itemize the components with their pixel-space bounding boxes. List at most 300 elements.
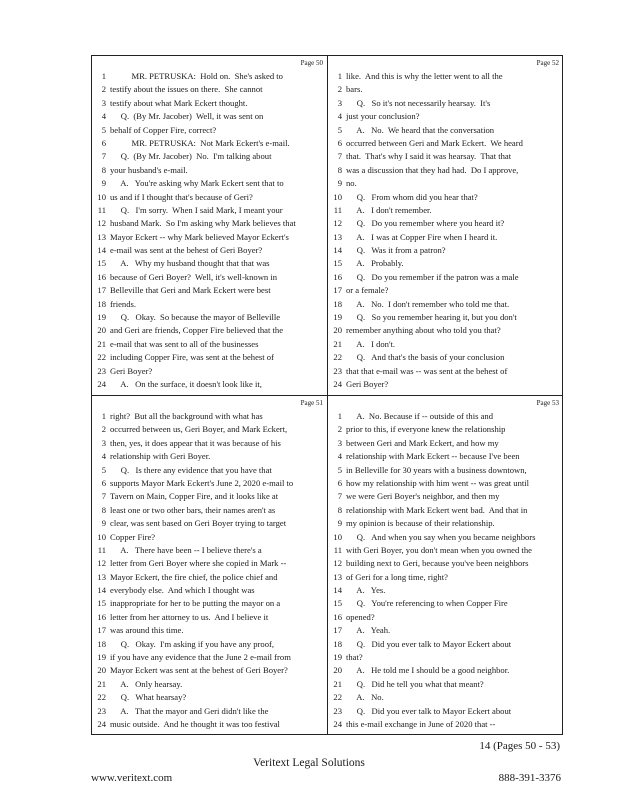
line-number: 7 (337, 491, 342, 502)
line-text: occurred between us, Geri Boyer, and Mark Eckert, (110, 424, 288, 435)
line-number: 20 (333, 665, 342, 676)
line-number: 12 (333, 558, 342, 569)
line-number: 5 (337, 124, 342, 135)
transcript-line (95, 423, 325, 436)
line-number: 2 (101, 424, 106, 435)
transcript-line (331, 311, 561, 324)
line-text: or a female? (346, 285, 389, 296)
transcript-line (95, 257, 325, 270)
transcript-line (95, 365, 325, 378)
line-text: Q. So it's not necessarily hearsay. It's (346, 97, 491, 108)
transcript-line (331, 464, 561, 477)
line-number: 14 (333, 585, 342, 596)
line-text: letter from Geri Boyer where she copied in Mark -- (110, 558, 287, 569)
transcript-line (95, 164, 325, 177)
line-number: 22 (333, 352, 342, 363)
line-number: 21 (97, 678, 106, 689)
transcript-line (331, 557, 561, 570)
transcript-line (331, 244, 561, 257)
line-text: MR. PETRUSKA: Hold on. She's asked to (110, 71, 283, 81)
transcript-line (331, 191, 561, 204)
line-number: 2 (337, 424, 342, 435)
line-text: e-mail was sent at the behest of Geri Boyer? (110, 245, 263, 256)
line-text: no. (346, 178, 357, 189)
line-text: Tavern on Main, Copper Fire, and it looks like at (110, 491, 279, 502)
line-text: Q. Was it from a patron? (346, 245, 446, 256)
line-number: 16 (333, 271, 342, 282)
transcript-line (331, 678, 561, 691)
transcript-line (95, 624, 325, 637)
line-number: 21 (97, 338, 106, 349)
horizontal-divider (92, 395, 562, 396)
transcript-lines (95, 70, 325, 391)
line-number: 15 (97, 598, 106, 609)
line-text: friends. (110, 298, 137, 309)
line-text: your husband's e-mail. (110, 164, 188, 175)
transcript-line (331, 204, 561, 217)
transcript-line (95, 70, 325, 83)
line-text: Q. I'm sorry. When I said Mark, I meant your (110, 204, 283, 215)
line-text: Q. Okay. I'm asking if you have any proof, (110, 638, 274, 649)
line-number: 10 (97, 191, 106, 202)
line-text: my opinion is because of their relationship. (346, 518, 495, 529)
line-number: 4 (337, 451, 342, 462)
transcript-line (331, 324, 561, 337)
line-number: 1 (337, 71, 342, 81)
line-number: 7 (101, 151, 106, 162)
transcript-line (331, 718, 561, 731)
line-number: 16 (97, 611, 106, 622)
transcript-line (331, 164, 561, 177)
line-number: 10 (333, 191, 342, 202)
line-text: Copper Fire? (110, 531, 156, 542)
line-number: 17 (97, 285, 106, 296)
transcript-line (331, 490, 561, 503)
line-text: Q. Do you remember if the patron was a male (346, 271, 519, 282)
line-number: 11 (333, 544, 342, 555)
transcript-line (95, 531, 325, 544)
line-text: A. There have been -- I believe there's a (110, 544, 262, 555)
line-text: Q. Okay. So because the mayor of Belleville (110, 312, 281, 323)
line-text: A. No. We heard that the conversation (346, 124, 495, 135)
line-number: 11 (97, 544, 106, 555)
line-number: 9 (337, 518, 342, 529)
transcript-line (331, 691, 561, 704)
transcript-line (95, 244, 325, 257)
line-text: A. On the surface, it doesn't look like it, (110, 378, 262, 389)
line-text: e-mail that was sent to all of the businesses (110, 338, 259, 349)
line-text: A. Yeah. (346, 625, 391, 636)
line-number: 10 (97, 531, 106, 542)
line-number: 12 (97, 558, 106, 569)
line-number: 19 (333, 652, 342, 663)
line-text: Q. What hearsay? (110, 692, 187, 703)
transcript-line (95, 298, 325, 311)
line-number: 11 (97, 204, 106, 215)
line-text: relationship with Geri Boyer. (110, 451, 211, 462)
transcript-line (95, 477, 325, 490)
line-number: 15 (333, 598, 342, 609)
transcript-line (95, 284, 325, 297)
line-number: 16 (97, 271, 106, 282)
line-number: 6 (337, 477, 342, 488)
line-number: 18 (97, 298, 106, 309)
line-text: with Geri Boyer, you don't mean when you owned the (346, 544, 532, 555)
transcript-line (95, 718, 325, 731)
line-number: 24 (97, 378, 106, 389)
transcript-line (95, 517, 325, 530)
line-number: 2 (101, 84, 106, 95)
line-text: was a discussion that they had had. Do I approve, (346, 164, 519, 175)
page-number-label: Page 53 (536, 399, 559, 407)
transcript-line (95, 137, 325, 150)
transcript-line (331, 217, 561, 230)
transcript-line (331, 477, 561, 490)
line-number: 9 (337, 178, 342, 189)
line-number: 19 (333, 312, 342, 323)
line-number: 8 (337, 504, 342, 515)
transcript-lines (95, 410, 325, 731)
line-text: how my relationship with him went -- was great until (346, 477, 530, 488)
line-text: right? But all the background with what has (110, 411, 263, 421)
transcript-page-53 (328, 396, 563, 735)
line-number: 6 (337, 137, 342, 148)
transcript-line (331, 597, 561, 610)
transcript-line (95, 664, 325, 677)
line-text: clear, was sent based on Geri Boyer trying to target (110, 518, 287, 529)
line-number: 21 (333, 678, 342, 689)
transcript-line (331, 284, 561, 297)
line-number: 24 (97, 718, 106, 729)
transcript-line (95, 557, 325, 570)
line-number: 17 (333, 285, 342, 296)
transcript-page-51 (92, 396, 327, 735)
line-text: A. No. (346, 692, 384, 703)
line-text: if you have any evidence that the June 2 e-mail from (110, 652, 291, 663)
line-number: 18 (333, 298, 342, 309)
line-text: A. He told me I should be a good neighbor. (346, 665, 510, 676)
line-text: A. You're asking why Mark Eckert sent that to (110, 178, 284, 189)
line-text: A. Probably. (346, 258, 404, 269)
transcript-line (95, 97, 325, 110)
transcript-line (331, 437, 561, 450)
transcript-line (331, 611, 561, 624)
line-text: opened? (346, 611, 375, 622)
line-text: Mayor Eckert -- why Mark believed Mayor Eckert's (110, 231, 289, 242)
transcript-line (331, 423, 561, 436)
line-number: 24 (333, 378, 342, 389)
transcript-line (331, 271, 561, 284)
line-text: including Copper Fire, was sent at the behest of (110, 352, 274, 363)
line-text: A. Why my husband thought that that was (110, 258, 270, 269)
line-text: bars. (346, 84, 363, 95)
transcript-line (95, 177, 325, 190)
line-number: 3 (337, 437, 342, 448)
transcript-line (331, 137, 561, 150)
line-text: A. I was at Copper Fire when I heard it. (346, 231, 498, 242)
transcript-line (95, 204, 325, 217)
line-number: 5 (101, 464, 106, 475)
transcript-line (95, 597, 325, 610)
transcript-line (95, 110, 325, 123)
transcript-line (95, 450, 325, 463)
line-number: 12 (97, 218, 106, 229)
line-number: 14 (333, 245, 342, 256)
line-number: 17 (333, 625, 342, 636)
line-text: Q. Did you ever talk to Mayor Eckert about (346, 705, 512, 716)
line-number: 7 (101, 491, 106, 502)
line-number: 13 (97, 571, 106, 582)
transcript-line (331, 584, 561, 597)
line-number: 22 (97, 692, 106, 703)
line-text: Q. And when you say when you became neighbors (346, 531, 536, 542)
line-text: Q. (By Mr. Jacober) No. I'm talking about (110, 151, 272, 162)
transcript-line (331, 544, 561, 557)
transcript-line (95, 271, 325, 284)
line-text: A. I don't remember. (346, 204, 432, 215)
line-text: in Belleville for 30 years with a business downtown, (346, 464, 527, 475)
transcript-line (95, 584, 325, 597)
line-text: and Geri are friends, Copper Fire believed that the (110, 325, 284, 336)
line-text: A. No. I don't remember who told me that. (346, 298, 510, 309)
line-number: 6 (101, 137, 106, 148)
line-text: husband Mark. So I'm asking why Mark believes that (110, 218, 296, 229)
line-text: least one or two other bars, their names aren't as (110, 504, 276, 515)
line-number: 16 (333, 611, 342, 622)
line-text: Q. So you remember hearing it, but you don't (346, 312, 517, 323)
line-number: 13 (333, 571, 342, 582)
line-number: 24 (333, 718, 342, 729)
line-number: 18 (333, 638, 342, 649)
transcript-line (331, 150, 561, 163)
line-number: 13 (333, 231, 342, 242)
line-text: Mayor Eckert, the fire chief, the police chief and (110, 571, 278, 582)
transcript-line (331, 231, 561, 244)
transcript-line (95, 324, 325, 337)
transcript-line (95, 611, 325, 624)
line-number: 22 (333, 692, 342, 703)
line-number: 15 (333, 258, 342, 269)
transcript-line (95, 638, 325, 651)
transcript-frame (91, 55, 563, 735)
line-text: between Geri and Mark Eckert, and how my (346, 437, 499, 448)
line-number: 8 (101, 164, 106, 175)
page-number-label: Page 52 (536, 59, 559, 67)
line-number: 9 (101, 518, 106, 529)
line-text: Q. From whom did you hear that? (346, 191, 478, 202)
page-range-label: 14 (Pages 50 - 53) (479, 740, 560, 752)
transcript-line (331, 571, 561, 584)
transcript-line (331, 83, 561, 96)
line-text: was around this time. (110, 625, 184, 636)
line-number: 8 (101, 504, 106, 515)
transcript-line (95, 351, 325, 364)
transcript-line (95, 464, 325, 477)
line-text: prior to this, if everyone knew the relationship (346, 424, 506, 435)
line-number: 7 (337, 151, 342, 162)
line-number: 12 (333, 218, 342, 229)
transcript-line (331, 365, 561, 378)
transcript-line (331, 97, 561, 110)
line-text: Q. (By Mr. Jacober) Well, it was sent on (110, 111, 264, 122)
line-text: relationship with Mark Eckert -- because I've been (346, 451, 520, 462)
line-text: letter from her attorney to us. And I believe it (110, 611, 269, 622)
transcript-line (95, 410, 325, 423)
transcript-lines (331, 410, 561, 731)
transcript-line (331, 531, 561, 544)
line-text: Geri Boyer? (346, 378, 389, 389)
line-text: Geri Boyer? (110, 365, 153, 376)
transcript-line (95, 490, 325, 503)
transcript-line (95, 705, 325, 718)
line-text: testify about what Mark Eckert thought. (110, 97, 248, 108)
line-number: 20 (97, 665, 106, 676)
transcript-line (331, 624, 561, 637)
transcript-line (95, 217, 325, 230)
footer-company: Veritext Legal Solutions (253, 757, 365, 769)
transcript-line (95, 691, 325, 704)
transcript-line (331, 705, 561, 718)
transcript-line (331, 651, 561, 664)
line-number: 14 (97, 245, 106, 256)
transcript-line (95, 504, 325, 517)
line-number: 15 (97, 258, 106, 269)
transcript-line (95, 544, 325, 557)
transcript-line (331, 378, 561, 391)
line-number: 18 (97, 638, 106, 649)
line-text: just your conclusion? (346, 111, 420, 122)
line-text: Q. Did he tell you what that meant? (346, 678, 484, 689)
line-number: 4 (101, 111, 106, 122)
line-text: like. And this is why the letter went to all the (346, 71, 503, 81)
line-text: Belleville that Geri and Mark Eckert were best (110, 285, 271, 296)
line-number: 11 (333, 204, 342, 215)
transcript-line (95, 311, 325, 324)
transcript-page-52 (328, 56, 563, 395)
transcript-line (331, 351, 561, 364)
transcript-page-50 (92, 56, 327, 395)
transcript-line (95, 651, 325, 664)
transcript-line (331, 664, 561, 677)
line-text: inappropriate for her to be putting the mayor on a (110, 598, 281, 609)
line-text: Mayor Eckert was sent at the behest of Geri Boyer? (110, 665, 288, 676)
line-text: because of Geri Boyer? Well, it's well-known in (110, 271, 278, 282)
line-text: music outside. And he thought it was too festival (110, 718, 280, 729)
line-text: that that e-mail was -- was sent at the behest of (346, 365, 508, 376)
line-number: 22 (97, 352, 106, 363)
line-number: 10 (333, 531, 342, 542)
line-number: 6 (101, 477, 106, 488)
line-text: A. No. Because if -- outside of this and (346, 411, 494, 421)
line-text: A. Yes. (346, 585, 386, 596)
transcript-line (95, 378, 325, 391)
line-number: 17 (97, 625, 106, 636)
footer-phone: 888-391-3376 (498, 772, 561, 784)
line-text: this e-mail exchange in June of 2020 that -- (346, 718, 496, 729)
line-text: occurred between Geri and Mark Eckert. We heard (346, 137, 523, 148)
line-number: 3 (101, 437, 106, 448)
line-text: A. I don't. (346, 338, 396, 349)
transcript-line (95, 150, 325, 163)
line-number: 5 (337, 464, 342, 475)
line-number: 1 (337, 411, 342, 421)
line-number: 4 (101, 451, 106, 462)
transcript-line (95, 83, 325, 96)
line-text: Q. Is there any evidence that you have that (110, 464, 272, 475)
line-number: 20 (333, 325, 342, 336)
transcript-line (95, 338, 325, 351)
transcript-line (331, 177, 561, 190)
page-number-label: Page 50 (300, 59, 323, 67)
line-number: 23 (333, 705, 342, 716)
line-text: building next to Geri, because you've been neighbors (346, 558, 529, 569)
line-text: Q. You're referencing to when Copper Fire (346, 598, 508, 609)
transcript-line (331, 124, 561, 137)
line-text: A. Only hearsay. (110, 678, 183, 689)
line-number: 23 (97, 365, 106, 376)
transcript-line (95, 571, 325, 584)
line-number: 2 (337, 84, 342, 95)
line-text: that. That's why I said it was hearsay. That that (346, 151, 512, 162)
line-text: Q. And that's the basis of your conclusion (346, 352, 505, 363)
line-number: 19 (97, 652, 106, 663)
line-text: remember anything about who told you that? (346, 325, 501, 336)
line-text: testify about the issues on there. She cannot (110, 84, 263, 95)
line-number: 1 (101, 71, 106, 81)
footer-website: www.veritext.com (91, 772, 173, 784)
transcript-line (331, 504, 561, 517)
transcript-line (331, 517, 561, 530)
line-number: 8 (337, 164, 342, 175)
line-text: A. That the mayor and Geri didn't like the (110, 705, 269, 716)
line-text: MR. PETRUSKA: Not Mark Eckert's e-mail. (110, 137, 290, 148)
line-text: Q. Did you ever talk to Mayor Eckert about (346, 638, 512, 649)
transcript-line (95, 191, 325, 204)
line-number: 19 (97, 312, 106, 323)
line-text: Q. Do you remember where you heard it? (346, 218, 505, 229)
transcript-line (95, 678, 325, 691)
line-number: 4 (337, 111, 342, 122)
line-number: 9 (101, 178, 106, 189)
transcript-lines (331, 70, 561, 391)
line-text: we were Geri Boyer's neighbor, and then my (346, 491, 500, 502)
line-text: behalf of Copper Fire, correct? (110, 124, 217, 135)
transcript-line (331, 410, 561, 423)
line-number: 20 (97, 325, 106, 336)
transcript-line (331, 70, 561, 83)
line-number: 1 (101, 411, 106, 421)
transcript-line (331, 638, 561, 651)
line-text: supports Mayor Mark Eckert's June 2, 2020 e-mail to (110, 477, 294, 488)
line-number: 3 (337, 97, 342, 108)
line-text: us and if I thought that's because of Geri? (110, 191, 253, 202)
line-text: everybody else. And which I thought was (110, 585, 255, 596)
line-text: then, yes, it does appear that it was because of his (110, 437, 281, 448)
line-number: 5 (101, 124, 106, 135)
line-text: that? (346, 652, 363, 663)
line-number: 14 (97, 585, 106, 596)
line-number: 13 (97, 231, 106, 242)
transcript-line (331, 338, 561, 351)
transcript-line (95, 231, 325, 244)
line-text: of Geri for a long time, right? (346, 571, 448, 582)
transcript-line (331, 298, 561, 311)
transcript-line (331, 257, 561, 270)
line-number: 23 (333, 365, 342, 376)
transcript-line (331, 110, 561, 123)
transcript-line (95, 437, 325, 450)
transcript-line (95, 124, 325, 137)
